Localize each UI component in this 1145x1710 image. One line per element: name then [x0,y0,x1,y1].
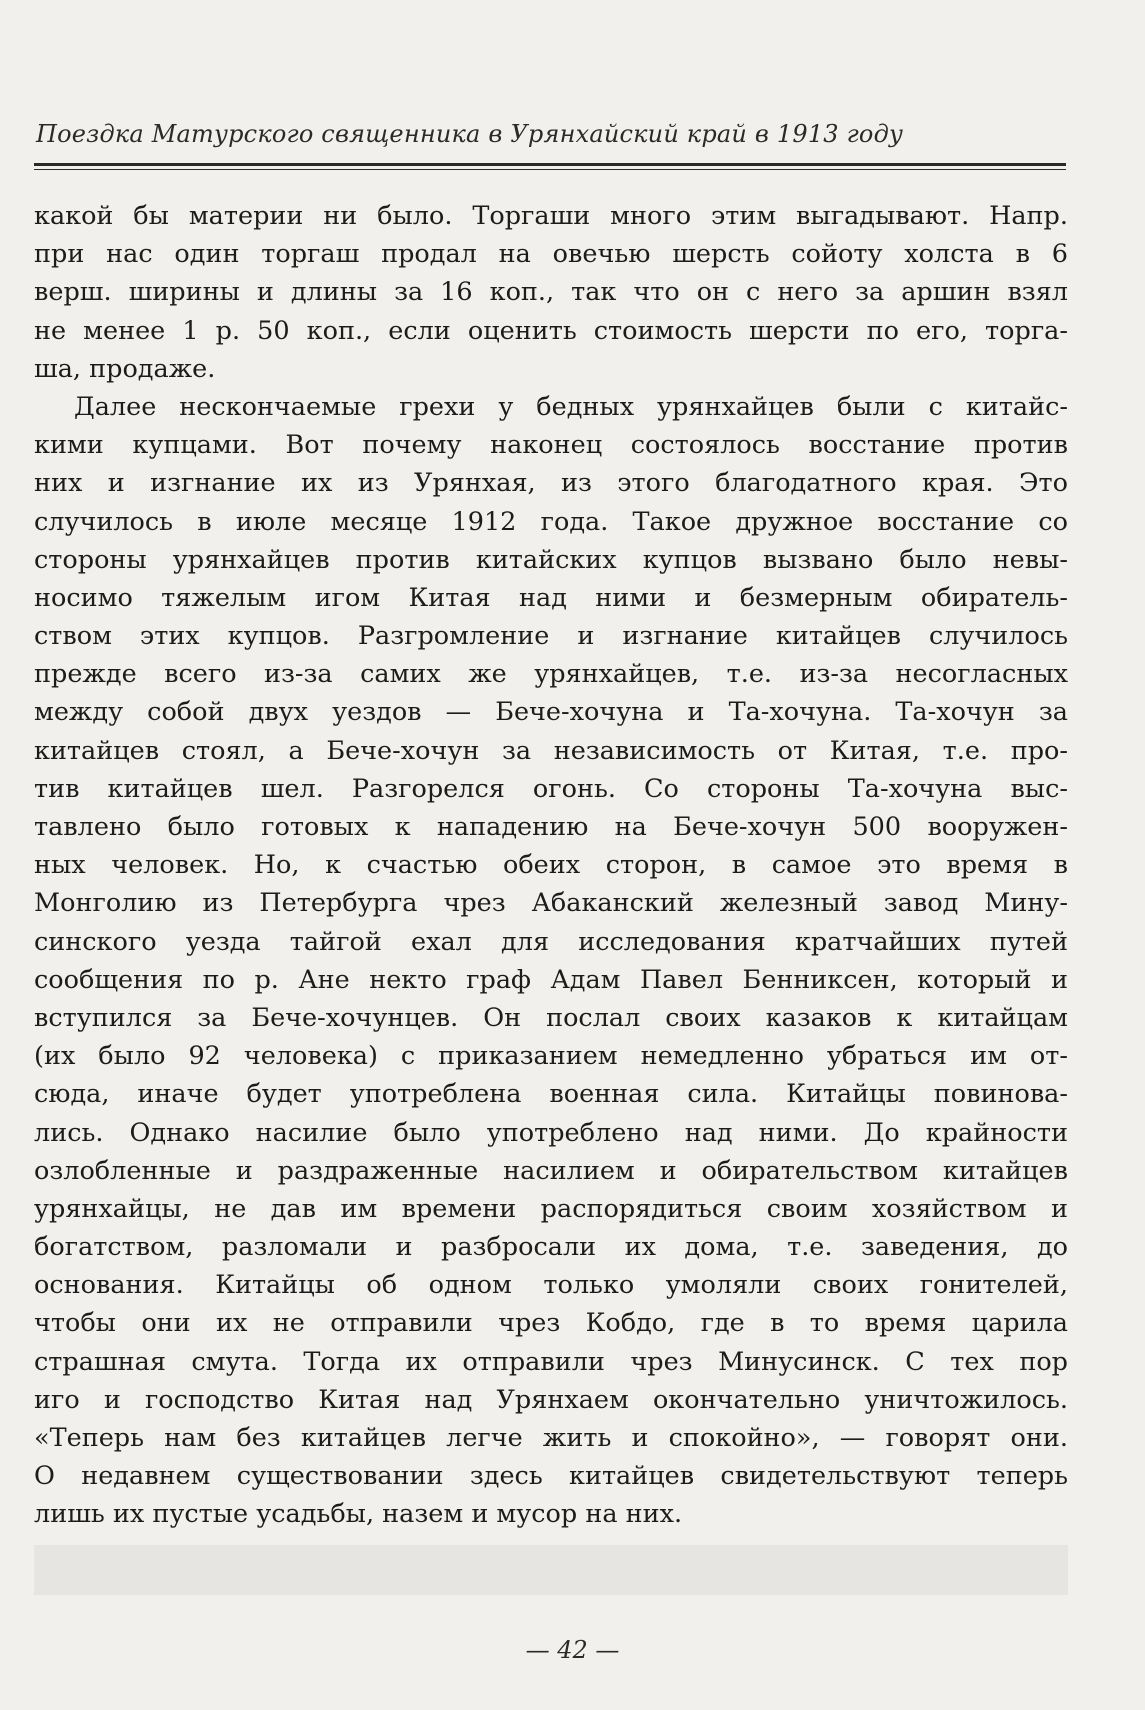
text-line: сообщения по р. Ане некто граф Адам Павел Бенниксен, который и [34,964,1068,995]
running-header-title: Поездка Матурского священника в Урянхайский край в 1913 году [36,120,904,148]
text-line: кими купцами. Вот почему наконец состоялось восстание против [34,430,1068,461]
text-line: ством этих купцов. Разгромление и изгнание китайцев случилось [34,621,1068,652]
text-line: тавлено было готовых к нападению на Бече-хочун 500 вооружен- [34,812,1068,842]
text-line: не менее 1 р. 50 коп., если оценить стоимость шерсти по его, торга- [34,315,1068,346]
text-line: иго и господство Китая над Урянхаем окончательно уничтожилось. [34,1384,1068,1415]
text-line: основания. Китайцы об одном только умоляли своих гонителей, [34,1270,1068,1301]
text-line: них и изгнание их из Урянхая, из этого благодатного края. Это [34,468,1068,499]
text-line: урянхайцы, не дав им времени распорядиться своим хозяйством и [34,1193,1068,1224]
text-line: ша, продаже. [34,353,216,384]
text-line: «Теперь нам без китайцев легче жить и спокойно», — говорят они. [34,1423,1068,1453]
text-line: О недавнем существовании здесь китайцев свидетельствуют теперь [34,1461,1068,1492]
text-line: лишь их пустые усадьбы, назем и мусор на них. [34,1499,683,1530]
text-line: какой бы материи ни было. Торгаши много этим выгадывают. Напр. [34,201,1068,231]
text-line: китайцев стоял, а Бече-хочун за независимость от Китая, т.е. про- [34,735,1068,766]
text-line: тив китайцев шел. Разгорелся огонь. Со стороны Та-хочуна выс- [34,773,1068,804]
text-line: верш. ширины и длины за 16 коп., так что он с него за аршин взял [34,277,1068,308]
text-line: Монголию из Петербурга чрез Абаканский железный завод Мину- [34,888,1068,919]
page-number: — 42 — [525,1636,620,1664]
text-line: ных человек. Но, к счастью обеих сторон, в самое это время в [34,850,1068,881]
text-line: страшная смута. Тогда их отправили чрез Минусинск. С тех пор [34,1346,1068,1377]
text-line: Далее нескончаемые грехи у бедных урянхайцев были с китайс- [74,391,1068,422]
text-line: сюда, иначе будет употреблена военная сила. Китайцы повинова- [34,1079,1068,1110]
text-line: (их было 92 человека) с приказанием немедленно убраться им от- [34,1041,1068,1072]
text-line: озлобленные и раздраженные насилием и обирательством китайцев [34,1155,1068,1186]
body-text [34,197,1068,1534]
text-line: богатством, разломали и разбросали их дома, т.е. заведения, до [34,1232,1068,1263]
text-line: случилось в июле месяце 1912 года. Такое дружное восстание со [34,506,1068,537]
text-line: стороны урянхайцев против китайских купцов вызвано было невы- [34,544,1068,575]
header-rule-thick [34,163,1066,166]
text-line: носимо тяжелым игом Китая над ними и безмерным обиратель- [34,582,1068,613]
page-shading [34,1545,1068,1595]
text-line: вступился за Бече-хочунцев. Он послал своих казаков к китайцам [34,1002,1068,1033]
header-rule-thin [34,169,1066,170]
text-line: лись. Однако насилие было употреблено над ними. До крайности [34,1117,1068,1148]
text-line: прежде всего из-за самих же урянхайцев, т.е. из-за несогласных [34,659,1068,690]
text-line: чтобы они их не отправили чрез Кобдо, где в то время царила [34,1308,1068,1339]
text-line: синского уезда тайгой ехал для исследования кратчайших путей [34,926,1068,957]
text-line: между собой двух уездов — Бече-хочуна и Та-хочуна. Та-хочун за [34,697,1068,728]
text-line: при нас один торгаш продал на овечью шерсть сойоту холста в 6 [34,239,1068,270]
